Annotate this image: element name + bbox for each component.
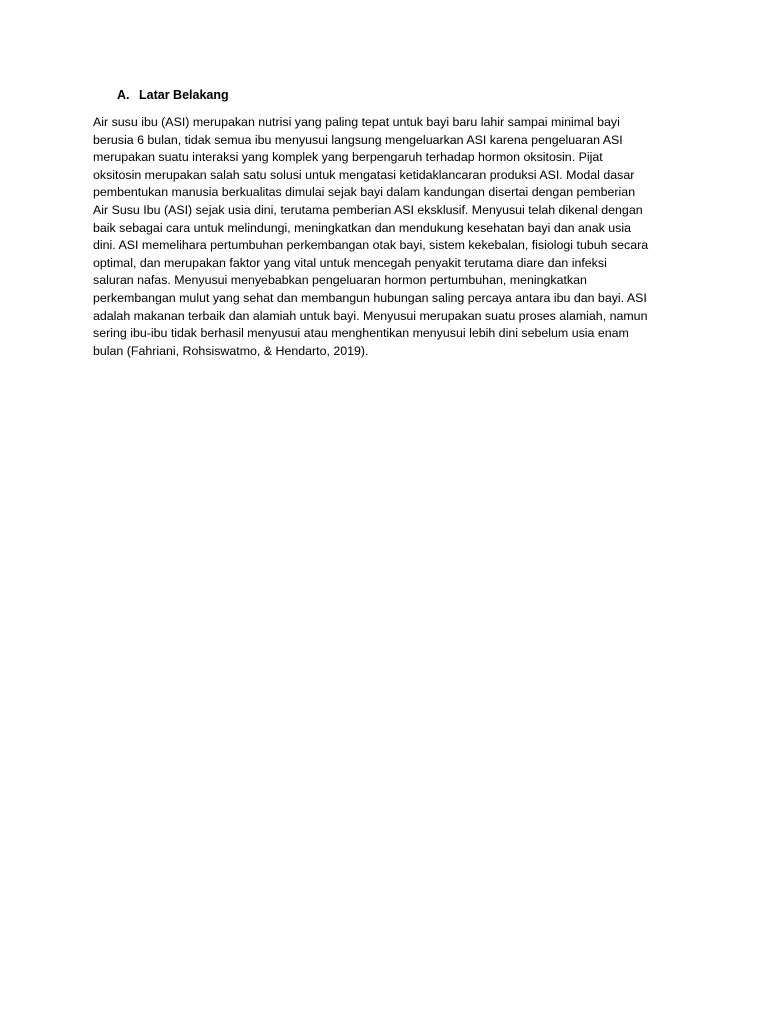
paragraph-line: Air Susu Ibu (ASI) sejak usia dini, terutama pemberian ASI eksklusif. Menyusui telah dikenal dengan (93, 202, 643, 217)
paragraph-line: merupakan suatu interaksi yang komplek yang berpengaruh terhadap hormon oksitosin. Pijat (93, 150, 603, 165)
section-heading (117, 87, 229, 104)
paragraph-line: perkembangan mulut yang sehat dan membangun hubungan saling percaya antara ibu dan bayi. ASI (93, 290, 647, 305)
paragraph-line: Air susu ibu (ASI) merupakan nutrisi yang paling tepat untuk bayi baru lahir sampai minimal bayi (93, 115, 620, 129)
paragraph-line: optimal, dan merupakan faktor yang vital untuk mencegah penyakit terutama diare dan infeksi (93, 255, 607, 270)
body-paragraph (93, 114, 683, 360)
section-marker: A. (117, 88, 130, 102)
paragraph-line: bulan (Fahriani, Rohsiswatmo, & Hendarto, 2019). (93, 343, 369, 358)
paragraph-line: baik sebagai cara untuk melindungi, meningkatkan dan mendukung kesehatan bayi dan anak usia (93, 220, 631, 235)
paragraph-line: saluran nafas. Menyusui menyebabkan pengeluaran hormon pertumbuhan, meningkatkan (93, 273, 587, 288)
paragraph-line: berusia 6 bulan, tidak semua ibu menyusui langsung mengeluarkan ASI karena pengeluaran ASI (93, 132, 623, 147)
paragraph-line: sering ibu-ibu tidak berhasil menyusui atau menghentikan menyusui lebih dini sebelum usia enam (93, 326, 629, 341)
paragraph-line: pembentukan manusia berkualitas dimulai sejak bayi dalam kandungan disertai dengan pemberian (93, 185, 636, 200)
paragraph-line: dini. ASI memelihara pertumbuhan perkembangan otak bayi, sistem kekebalan, fisiologi tubuh secara (93, 238, 649, 253)
paragraph-line: oksitosin merupakan salah satu solusi untuk mengatasi ketidaklancaran produksi ASI. Modal dasar (93, 167, 635, 182)
paragraph-line: adalah makanan terbaik dan alamiah untuk bayi. Menyusui merupakan suatu proses alamiah, namun (93, 308, 648, 323)
section-title: Latar Belakang (139, 88, 229, 102)
